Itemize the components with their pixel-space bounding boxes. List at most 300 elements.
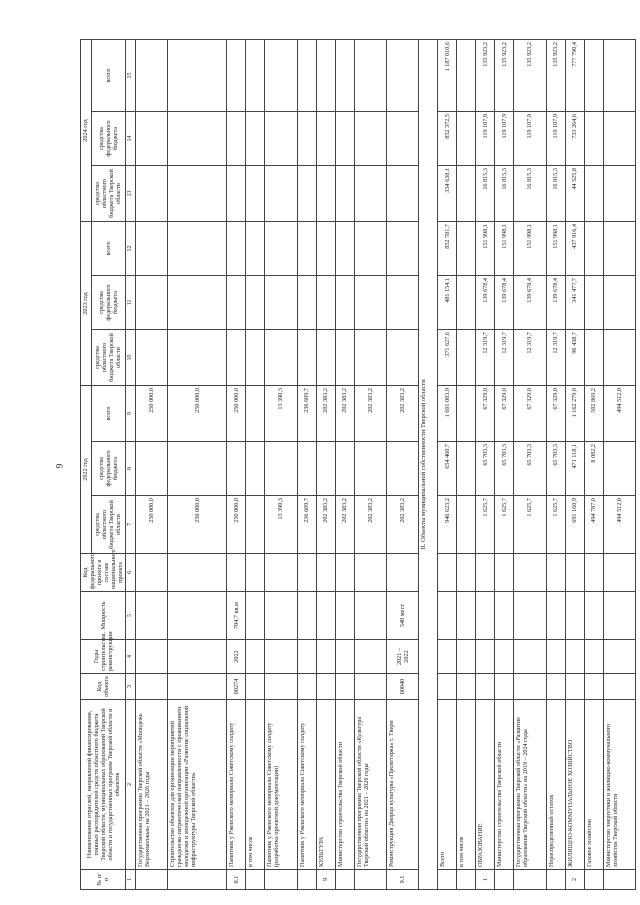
row-value: 371 627,6: [438, 330, 457, 386]
row-capacity: [246, 592, 265, 640]
header-num: № п/п: [81, 870, 126, 890]
row-object-code: [438, 674, 457, 700]
row-value: [584, 166, 603, 222]
column-number: 10: [126, 330, 136, 386]
row-name: Министерство строительства Тверской области: [335, 700, 354, 870]
row-capacity: [546, 592, 565, 640]
row-value: [584, 276, 603, 330]
row-fed-project: [354, 554, 386, 592]
header-2022: 2022 год: [81, 386, 92, 554]
row-value: 202 383,2: [386, 386, 418, 442]
row-value: [246, 386, 265, 442]
row-capacity: [335, 592, 354, 640]
page-number: 9: [54, 463, 65, 469]
row-fed-project: [386, 554, 418, 592]
row-value: 119 107,9: [476, 112, 495, 166]
table-row: [457, 40, 476, 890]
row-object-code: [476, 674, 495, 700]
row-number: [584, 870, 603, 890]
row-name: ЖИЛИЩНО-КОММУНАЛЬНОЕ ХОЗЯЙСТВО: [565, 700, 584, 870]
row-name: Памятник у Ржевского мемориала Советскому солдату: [297, 700, 316, 870]
row-value: [265, 166, 297, 222]
row-value: [246, 330, 265, 386]
row-value: [297, 222, 316, 276]
row-value: 139 678,4: [495, 276, 514, 330]
row-value: [457, 442, 476, 496]
column-number: 11: [126, 276, 136, 330]
budget-table: [80, 39, 636, 890]
table-row: [476, 40, 495, 890]
row-years: 2022: [227, 640, 246, 674]
row-value: 777 790,4: [565, 40, 584, 112]
row-value: 946 623,2: [438, 496, 457, 554]
column-number: 1: [126, 870, 136, 890]
row-value: 13 390,3: [265, 496, 297, 554]
row-number: 8.1: [227, 870, 246, 890]
row-capacity: [584, 592, 603, 640]
row-value: 67 329,0: [476, 386, 495, 442]
row-fed-project: [438, 554, 457, 592]
table-row: [265, 40, 297, 890]
row-value: [584, 40, 603, 112]
row-value: 202 383,2: [335, 496, 354, 554]
row-value: 16 815,3: [476, 166, 495, 222]
row-value: 691 160,9: [565, 496, 584, 554]
row-value: [386, 112, 418, 166]
row-value: [354, 330, 386, 386]
row-value: [297, 442, 316, 496]
table-row: [335, 40, 354, 890]
row-object-code: [316, 674, 335, 700]
row-name: Памятник у Ржевского мемориала Советскому солдату: [227, 700, 246, 870]
table-row: [136, 40, 168, 890]
row-value: [584, 330, 603, 386]
row-object-code: [565, 674, 584, 700]
row-name: Министерство строительства Тверской области: [495, 700, 514, 870]
row-value: 119 107,9: [546, 112, 565, 166]
row-value: 202 383,2: [335, 386, 354, 442]
row-value: [354, 112, 386, 166]
row-capacity: [136, 592, 168, 640]
row-value: [227, 222, 246, 276]
row-capacity: [316, 592, 335, 640]
row-number: [168, 870, 227, 890]
row-value: [603, 40, 635, 112]
row-value: [457, 166, 476, 222]
header-regional: средства областного бюджета Тверской области: [91, 166, 125, 222]
row-value: 494 512,0: [603, 386, 635, 442]
row-value: 119 107,9: [514, 112, 546, 166]
row-fed-project: [603, 554, 635, 592]
row-years: [457, 640, 476, 674]
row-value: 852 372,5: [438, 112, 457, 166]
row-capacity: [603, 592, 635, 640]
row-value: 151 998,1: [495, 222, 514, 276]
row-number: [546, 870, 565, 890]
table-row: [546, 40, 565, 890]
table-row: [297, 40, 316, 890]
row-years: [246, 640, 265, 674]
row-value: 67 329,0: [546, 386, 565, 442]
header-2023: 2023 год: [81, 222, 92, 386]
row-value: 852 781,7: [438, 222, 457, 276]
row-value: 12 319,7: [546, 330, 565, 386]
row-value: 250 000,0: [227, 386, 246, 442]
row-value: 13 390,3: [265, 386, 297, 442]
row-value: 16 815,3: [495, 166, 514, 222]
row-value: [227, 330, 246, 386]
row-capacity: [354, 592, 386, 640]
row-fed-project: [246, 554, 265, 592]
row-object-code: 00040: [386, 674, 418, 700]
row-value: 494 512,0: [603, 496, 635, 554]
row-value: [168, 166, 227, 222]
row-years: [565, 640, 584, 674]
row-name: Министерство энергетики и жилищно-коммунального хозяйства Тверской области: [603, 700, 635, 870]
row-value: [335, 112, 354, 166]
row-value: 236 609,7: [297, 496, 316, 554]
row-value: [265, 276, 297, 330]
section-title: II. Объекты муниципальной собственности Тверской области: [419, 40, 438, 890]
table-row: [438, 40, 457, 890]
row-value: 1 625,7: [495, 496, 514, 554]
row-value: [227, 442, 246, 496]
row-value: 67 329,0: [514, 386, 546, 442]
row-value: [265, 40, 297, 112]
row-value: [246, 112, 265, 166]
row-number: 9.1: [386, 870, 418, 890]
row-fed-project: [265, 554, 297, 592]
row-years: 2021 – 2022: [386, 640, 418, 674]
header-code: Код объекта: [81, 674, 126, 700]
row-number: 1: [476, 870, 495, 890]
row-value: [136, 40, 168, 112]
row-value: 1 601 083,9: [438, 386, 457, 442]
row-value: [297, 330, 316, 386]
row-value: 151 998,1: [476, 222, 495, 276]
header-total: всего: [91, 222, 125, 276]
table-row: [495, 40, 514, 890]
row-years: [584, 640, 603, 674]
row-value: [227, 166, 246, 222]
row-object-code: [603, 674, 635, 700]
row-value: 250 000,0: [227, 496, 246, 554]
row-value: [316, 276, 335, 330]
row-value: [168, 276, 227, 330]
header-2024: 2024 год: [81, 40, 92, 222]
row-years: [546, 640, 565, 674]
row-value: 65 703,3: [514, 442, 546, 496]
column-number: 15: [126, 40, 136, 112]
row-number: [354, 870, 386, 890]
row-value: 67 329,0: [495, 386, 514, 442]
row-value: 236 609,7: [297, 386, 316, 442]
row-value: [246, 496, 265, 554]
row-value: [168, 112, 227, 166]
row-capacity: [495, 592, 514, 640]
row-object-code: [136, 674, 168, 700]
column-number: 3: [126, 674, 136, 700]
row-value: [136, 166, 168, 222]
row-years: [168, 640, 227, 674]
row-value: 139 678,4: [476, 276, 495, 330]
column-number: 2: [126, 700, 136, 870]
row-object-code: [495, 674, 514, 700]
row-value: 12 319,7: [514, 330, 546, 386]
row-value: 135 923,2: [546, 40, 565, 112]
row-value: [136, 276, 168, 330]
row-value: 481 154,1: [438, 276, 457, 330]
row-years: [316, 640, 335, 674]
row-value: 65 703,3: [546, 442, 565, 496]
row-value: 1 625,7: [476, 496, 495, 554]
row-value: 250 000,0: [136, 496, 168, 554]
row-number: [297, 870, 316, 890]
row-name: Нераспределенный остаток: [546, 700, 565, 870]
row-capacity: [476, 592, 495, 640]
row-value: [265, 330, 297, 386]
row-value: [297, 40, 316, 112]
row-value: 8 082,2: [584, 442, 603, 496]
row-fed-project: [476, 554, 495, 592]
row-value: [386, 40, 418, 112]
row-years: [438, 640, 457, 674]
row-value: [354, 166, 386, 222]
row-value: 341 477,7: [565, 276, 584, 330]
row-name: ОБРАЗОВАНИЕ: [476, 700, 495, 870]
row-value: [386, 442, 418, 496]
row-value: 202 383,2: [386, 496, 418, 554]
row-value: [297, 112, 316, 166]
row-value: [265, 442, 297, 496]
row-object-code: [246, 674, 265, 700]
row-value: 119 107,9: [495, 112, 514, 166]
row-value: [457, 496, 476, 554]
table-row: [168, 40, 227, 890]
row-fed-project: [136, 554, 168, 592]
row-value: [386, 276, 418, 330]
row-capacity: [514, 592, 546, 640]
table-row: [386, 40, 418, 890]
row-capacity: 540 мест: [386, 592, 418, 640]
column-number: 7: [126, 496, 136, 554]
row-number: [265, 870, 297, 890]
row-fed-project: [495, 554, 514, 592]
row-value: [603, 112, 635, 166]
row-name: Газовое хозяйство: [584, 700, 603, 870]
budget-table-page: [80, 40, 632, 890]
table-row: [603, 40, 635, 890]
row-years: [265, 640, 297, 674]
column-number-row: [126, 40, 136, 890]
row-value: 139 678,4: [546, 276, 565, 330]
header-row-1: [81, 40, 92, 890]
row-fed-project: [297, 554, 316, 592]
row-value: [354, 276, 386, 330]
row-value: [168, 330, 227, 386]
row-object-code: [335, 674, 354, 700]
row-value: 1 187 010,6: [438, 40, 457, 112]
row-object-code: [297, 674, 316, 700]
row-value: [386, 330, 418, 386]
row-value: [316, 40, 335, 112]
row-value: [246, 222, 265, 276]
row-name: в том числе: [246, 700, 265, 870]
row-value: 135 923,2: [495, 40, 514, 112]
row-name: Всего: [438, 700, 457, 870]
header-regional: средства областного бюджета Тверской области: [91, 496, 125, 554]
column-number: 14: [126, 112, 136, 166]
row-value: 202 383,2: [354, 386, 386, 442]
row-value: [136, 222, 168, 276]
row-name: Государственная программа Тверской области «Развитие образования Тверской области» на 2019 – 2024 годы: [514, 700, 546, 870]
row-value: [335, 330, 354, 386]
row-years: [603, 640, 635, 674]
header-years: Годы строительства, реконструкции: [81, 640, 126, 674]
row-years: [476, 640, 495, 674]
column-number: 4: [126, 640, 136, 674]
row-value: [136, 112, 168, 166]
row-fed-project: [227, 554, 246, 592]
row-value: [246, 166, 265, 222]
row-value: [136, 330, 168, 386]
row-value: 1 625,7: [546, 496, 565, 554]
header-federal: средства федерального бюджета: [91, 442, 125, 496]
section-row: [419, 40, 438, 890]
row-object-code: [546, 674, 565, 700]
column-number: 9: [126, 386, 136, 442]
row-capacity: [457, 592, 476, 640]
row-value: 44 525,8: [565, 166, 584, 222]
row-years: [136, 640, 168, 674]
row-years: [495, 640, 514, 674]
row-value: 250 000,0: [168, 386, 227, 442]
row-value: 502 869,2: [584, 386, 603, 442]
row-value: 471 118,1: [565, 442, 584, 496]
header-total: всего: [91, 40, 125, 112]
row-capacity: [168, 592, 227, 640]
row-name: в том числе: [457, 700, 476, 870]
row-value: 733 264,6: [565, 112, 584, 166]
row-years: [354, 640, 386, 674]
row-object-code: [584, 674, 603, 700]
table-row: [227, 40, 246, 890]
row-number: [514, 870, 546, 890]
row-value: [603, 330, 635, 386]
row-value: 139 678,4: [514, 276, 546, 330]
row-value: 494 787,0: [584, 496, 603, 554]
row-value: [136, 442, 168, 496]
row-value: 1 162 279,0: [565, 386, 584, 442]
row-name: Памятник у Ржевского мемориала Советскому солдату (разработка проектной документации): [265, 700, 297, 870]
column-number: 13: [126, 166, 136, 222]
row-value: [168, 222, 227, 276]
row-fed-project: [514, 554, 546, 592]
row-value: [386, 166, 418, 222]
row-value: [227, 276, 246, 330]
row-value: [246, 40, 265, 112]
table-row: [246, 40, 265, 890]
column-number: 12: [126, 222, 136, 276]
row-capacity: [265, 592, 297, 640]
row-value: [335, 40, 354, 112]
row-value: [457, 330, 476, 386]
row-number: [603, 870, 635, 890]
row-object-code: [457, 674, 476, 700]
row-name: Реконструкция Дворца культуры «Пролетарка» г. Твери: [386, 700, 418, 870]
row-fed-project: [584, 554, 603, 592]
rotated-table-frame: [80, 40, 632, 890]
row-capacity: 704,7 кв.м: [227, 592, 246, 640]
column-number: 8: [126, 442, 136, 496]
row-name: КУЛЬТУРА: [316, 700, 335, 870]
row-fed-project: [168, 554, 227, 592]
row-value: 12 319,7: [476, 330, 495, 386]
row-value: [227, 40, 246, 112]
row-value: 1 625,7: [514, 496, 546, 554]
row-value: [603, 276, 635, 330]
row-value: 202 383,2: [354, 496, 386, 554]
row-object-code: 00274: [227, 674, 246, 700]
row-object-code: [168, 674, 227, 700]
header-name: Наименование отраслей, направлений финансирования, главных распорядителей средств областного бюджета Тверской области, муниципальных образований Тверской области и государственных программ Тверской области и объектов: [81, 700, 126, 870]
row-value: [457, 40, 476, 112]
header-capacity: Мощность: [81, 592, 126, 640]
row-value: [584, 112, 603, 166]
row-value: [386, 222, 418, 276]
row-value: 202 383,2: [316, 496, 335, 554]
row-value: 16 815,3: [546, 166, 565, 222]
table-row: [354, 40, 386, 890]
row-value: 65 703,3: [495, 442, 514, 496]
table-row: [514, 40, 546, 890]
row-name: Государственная программа Тверской области «Молодежь Верхневолжья» на 2021 – 2026 годы: [136, 700, 168, 870]
row-value: 654 460,7: [438, 442, 457, 496]
row-capacity: [297, 592, 316, 640]
table-row: [584, 40, 603, 890]
row-value: [316, 222, 335, 276]
row-number: [246, 870, 265, 890]
row-name: Строительство объектов для организации мероприятий гражданско-патриотической направленности с проживанием молодежи и молодежной организации «Развитие социальной инфраструктуры Тверской области»: [168, 700, 227, 870]
table-body-state-objects: [136, 40, 419, 890]
column-number: 5: [126, 592, 136, 640]
table-body-municipal-objects: [438, 40, 636, 890]
row-value: [603, 222, 635, 276]
row-object-code: [265, 674, 297, 700]
row-name: Государственная программа Тверской области «Культура Тверской области» на 2021 – 2026 годы: [354, 700, 386, 870]
row-value: 151 998,1: [514, 222, 546, 276]
row-value: [265, 222, 297, 276]
row-capacity: [438, 592, 457, 640]
header-regional: средства областного бюджета Тверской области: [91, 330, 125, 386]
row-value: [354, 222, 386, 276]
row-value: [335, 276, 354, 330]
row-value: 202 383,2: [316, 386, 335, 442]
row-value: 135 923,2: [514, 40, 546, 112]
row-object-code: [514, 674, 546, 700]
row-value: [335, 222, 354, 276]
row-object-code: [354, 674, 386, 700]
row-value: [297, 166, 316, 222]
row-value: [316, 330, 335, 386]
row-value: [297, 276, 316, 330]
row-value: [457, 112, 476, 166]
row-number: [438, 870, 457, 890]
row-value: [246, 276, 265, 330]
row-value: [227, 112, 246, 166]
row-value: [335, 442, 354, 496]
row-value: [603, 442, 635, 496]
